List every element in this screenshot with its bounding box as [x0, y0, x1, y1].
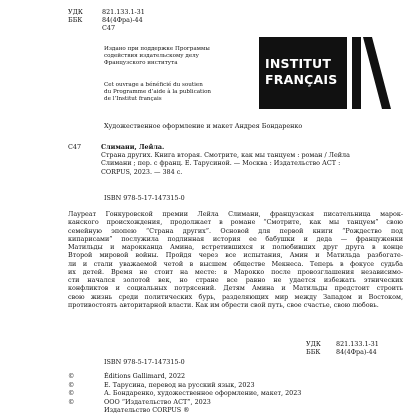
copyright-text: Е. Тарусина, перевод на русский язык, 2023: [104, 380, 255, 389]
udc-top-block: [68, 8, 208, 33]
support-ru-line: содействия издательскому делу: [104, 53, 199, 60]
support-fr-line: Cet ouvrage a bénéficié du soutien: [104, 82, 203, 88]
annotation-line: ли и стали уважаемой четой в высшем обществе Мекнеса. Теперь в фокусе судьба: [68, 259, 403, 268]
annotation-line: противостоять авторитарной власти. Как им обрести свой путь, свое счастье, свою любовь.: [68, 300, 379, 309]
copyright-symbol: ©: [68, 380, 75, 389]
annotation-line: сти начался золотой век, но стране все равно не удается избежать этнических: [68, 276, 403, 284]
udc-label: [68, 24, 102, 32]
institut-francais-logo: [259, 37, 391, 109]
udc-label: УДК: [306, 340, 321, 348]
copyright-row: [68, 389, 408, 398]
udc-label: ББК: [68, 16, 83, 25]
copyright-text: Издательство CORPUS ®: [104, 406, 190, 415]
udc-row: [68, 16, 208, 24]
isbn-bottom: ISBN 978-5-17-147315-0: [104, 358, 185, 366]
copyright-row: [68, 372, 408, 381]
udc-value: 84(4Фра)-44: [336, 348, 377, 357]
support-fr-line: de l’Institut français: [104, 96, 162, 103]
bibliographic-record: [101, 143, 401, 176]
udc-label: УДК: [68, 8, 83, 16]
copyright-row: [68, 381, 408, 390]
copyright-row: [68, 398, 408, 407]
annotation-line: кипарисами” послужила подлинная история ее бабушки и деда — француженки: [68, 234, 403, 243]
udc-value: 84(4Фра)-44: [102, 16, 143, 25]
copyright-symbol: ©: [68, 389, 75, 398]
logo-line-1: INSTITUT: [265, 56, 332, 71]
udc-value: С47: [102, 24, 116, 33]
support-note-ru: [104, 46, 254, 67]
udc-bottom-block: [306, 340, 416, 356]
annotation-line: Второй мировой войны. Пройдя через все испытания, Амин и Матильда разбогате-: [68, 251, 403, 260]
bib-line: CORPUS, 2023. — 384 с.: [101, 167, 183, 176]
copyright-text: ООО “Издательство АСТ”, 2023: [104, 397, 211, 406]
logo-box: [259, 37, 347, 109]
art-credit: Художественное оформление и макет Андрея Бондаренко: [104, 122, 303, 130]
udc-row: [306, 340, 416, 348]
annotation-line: Матильды и марокканца Амина, встретившихся и полюбивших друг друга в конце: [68, 243, 403, 251]
annotation-line: их детей. Время не стоит на месте: в Марокко после провозглашения независимо-: [68, 267, 403, 276]
udc-value: 821.133.1-31: [102, 8, 145, 16]
copyright-symbol: [68, 406, 104, 415]
bib-line: Слимани ; пер. с франц. Е. Тарусиной. — Москва : Издательство АСТ :: [101, 159, 341, 168]
bib-code: С47: [68, 143, 82, 151]
support-fr-line: du Programme d’aide à la publication: [104, 89, 212, 96]
annotation-line: семейную эпопею “Страна других”. Основой для первой книги “Рождество под: [68, 226, 403, 235]
udc-row: [68, 24, 208, 32]
isbn-top: ISBN 978-5-17-147315-0: [104, 194, 185, 202]
annotation-line: свою жизнь среди политических бурь, разделяющих мир между Западом и Востоком,: [68, 292, 403, 301]
copyright-text: Éditions Gallimard, 2022: [104, 372, 186, 380]
bib-title: Слимани, Лейла.: [101, 143, 165, 151]
support-ru-line: Издано при поддержке Программы: [104, 46, 210, 52]
logo-line-2: FRANÇAIS: [265, 72, 338, 87]
support-note-fr: [104, 82, 254, 103]
udc-value: 821.133.1-31: [336, 340, 379, 348]
copyright-list: [68, 372, 408, 415]
udc-label: ББК: [306, 348, 321, 357]
logo-bar: [352, 37, 361, 109]
annotation-line: конфликтов и социальных потрясений. Детям Амина и Матильды предстоит строить: [68, 284, 403, 293]
copyright-text: А. Бондаренко, художественное оформление, макет, 2023: [104, 389, 302, 398]
udc-row: [306, 348, 416, 356]
annotation: [68, 210, 403, 309]
annotation-line: канского происхождения, продолжает в романе “Смотрите, как мы танцуем” свою: [68, 218, 403, 227]
bib-line: Страна других. Книга вторая. Смотрите, как мы танцуем : роман / Лейла: [101, 151, 350, 160]
copyright-symbol: ©: [68, 397, 75, 406]
support-ru-line: Французского института: [104, 60, 178, 67]
logo-slash: [363, 37, 391, 109]
copyright-row: [68, 406, 408, 415]
udc-row: [68, 8, 208, 16]
copyright-symbol: ©: [68, 372, 75, 380]
annotation-line: Лауреат Гонкуровской премии Лейла Слимани, французская писательница марок-: [68, 210, 403, 218]
